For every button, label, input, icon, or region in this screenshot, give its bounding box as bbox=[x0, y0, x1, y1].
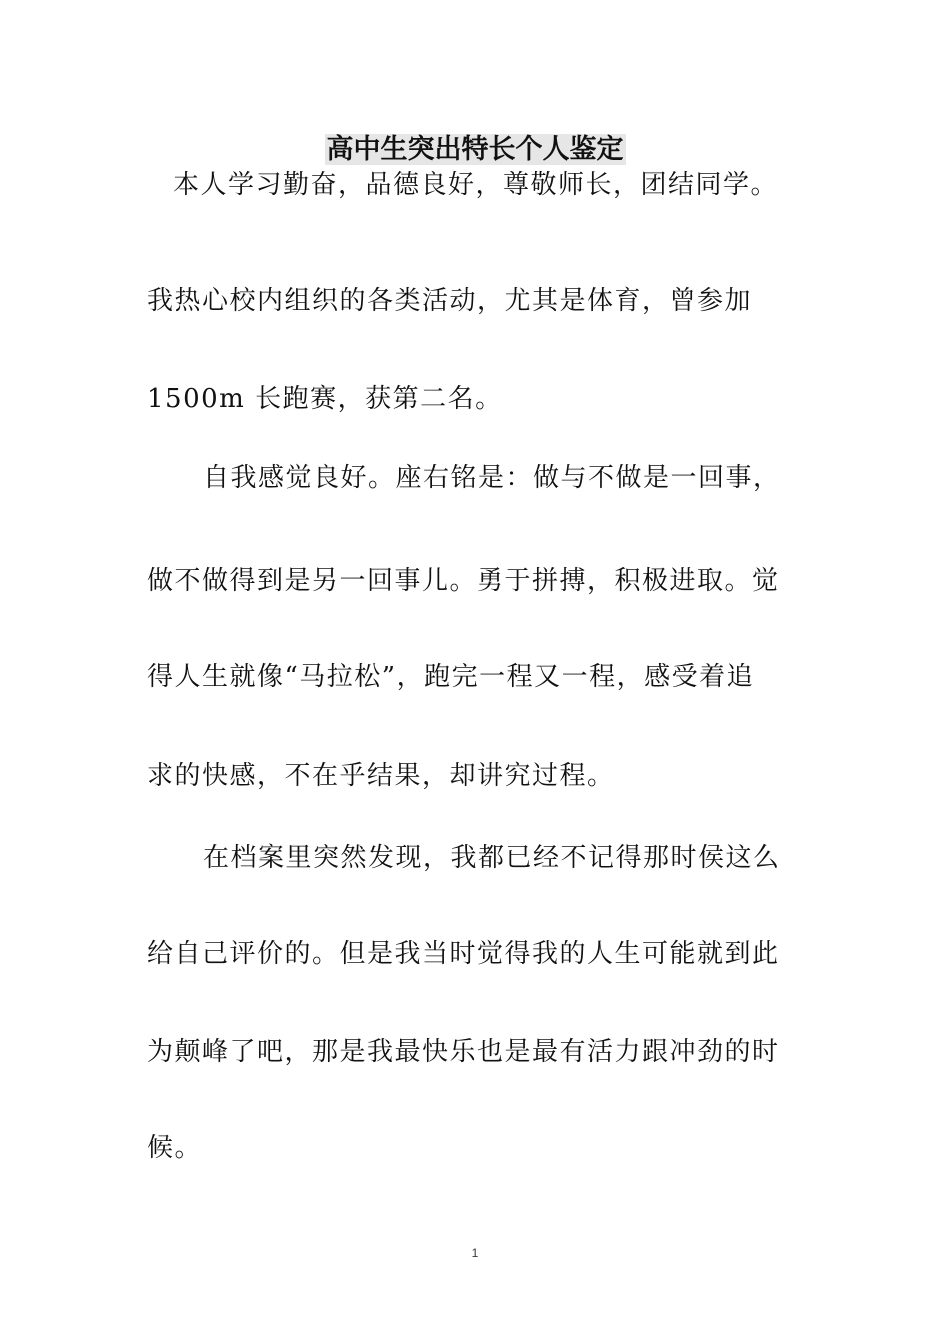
page-number: 1 bbox=[471, 1246, 479, 1260]
paragraph-line: 在档案里突然发现，我都已经不记得那时侯这么 bbox=[203, 843, 781, 873]
paragraph-line: 候。 bbox=[147, 1133, 203, 1163]
document-title-text: 高中生突出特长个人鉴定 bbox=[326, 134, 624, 165]
paragraph-line: 做不做得到是另一回事儿。勇于拼搏，积极进取。觉 bbox=[147, 566, 780, 596]
paragraph-line: 给自己评价的。但是我当时觉得我的人生可能就到此 bbox=[147, 939, 780, 969]
paragraph-line: 求的快感，不在乎结果，却讲究过程。 bbox=[147, 761, 615, 791]
paragraph-line: 我热心校内组织的各类活动，尤其是体育，曾参加 bbox=[147, 286, 753, 316]
paragraph-line: 本人学习勤奋，品德良好，尊敬师长，团结同学。 bbox=[173, 170, 779, 200]
paragraph-line: 自我感觉良好。座右铭是：做与不做是一回事， bbox=[203, 463, 781, 493]
document-title bbox=[0, 130, 950, 170]
paragraph-line: 得人生就像“马拉松”，跑完一程又一程，感受着追 bbox=[147, 662, 755, 692]
paragraph-line: 为颠峰了吧，那是我最快乐也是最有活力跟冲劲的时 bbox=[147, 1037, 780, 1067]
paragraph-line: 1500m 长跑赛，获第二名。 bbox=[147, 384, 503, 414]
